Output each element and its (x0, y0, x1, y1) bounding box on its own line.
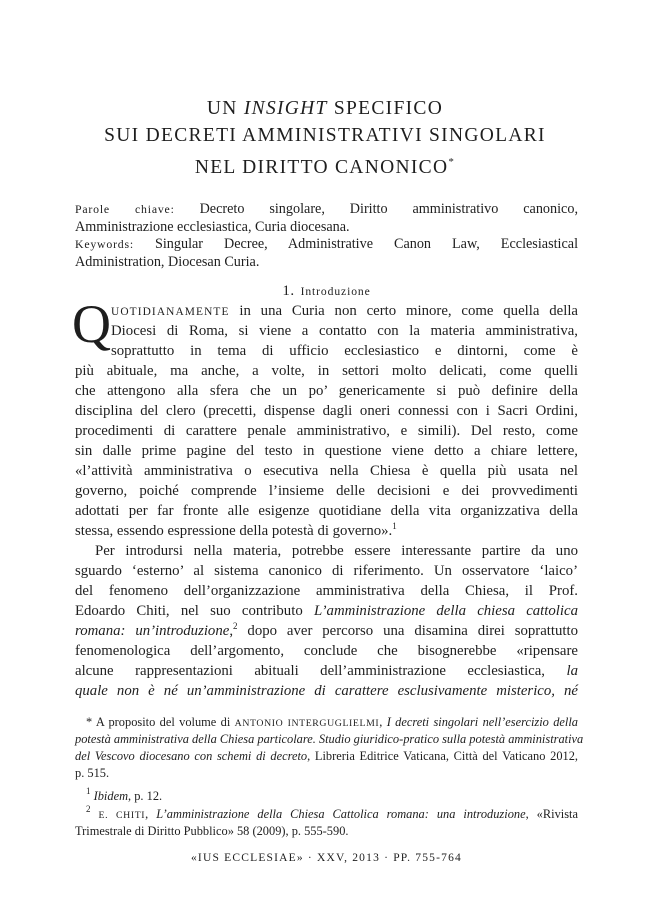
keywords-italian-label: Parole chiave: (75, 202, 175, 216)
footnote-2-mark: 2 (86, 804, 91, 814)
title-line-2: SUI DECRETI AMMINISTRATIVI SINGOLARI (104, 125, 546, 146)
drop-cap: Q (72, 294, 111, 354)
keywords-italian: Parole chiave: Decreto singolare, Diritto amministrativo canonico, Amministrazione ecclesiastica, Curia diocesana. (75, 201, 578, 235)
section-heading: 1. Introduzione (282, 283, 371, 299)
footnote-ref-2[interactable]: 2 (233, 621, 238, 631)
keywords-english: Keywords: Singular Decree, Administrative Canon Law, Ecclesiastical Administration, Diocesan Curia. (75, 236, 579, 270)
keywords-english-label: Keywords: (75, 237, 134, 251)
journal-page: UN INSIGHT SPECIFICO SUI DECRETI AMMINISTRATIVI SINGOLARI NEL DIRITTO CANONICO* Parole chiave: Decreto singolare, Diritto amministrativo canonico, Amministrazione ecclesiastica, Curia diocesana. Keywords: Singular Decree, Administrative Canon Law, Ecclesiastical Administration, Diocesan Curia. 1. Introduzione Q UOTIDIANAMENTE in una Curia non certo minore, come quella della Diocesi di Roma, si viene a contatto con la materia amministrativa, soprattutto in tema di ufficio ecclesiastico e dintorni, come è più abituale, ma anche, a volte, in settori molto delicati, come quelli che attengono alla sfera che un po’ genericamente si può definire della disciplina del clero (precetti, dispense dagli oneri connessi con i Sacri Ordini, procedimenti di carattere penale amministrativo, e simili). Del resto, come sin dalle prime pagine del testo in questione viene detto a chiare lettere, «l’attività amministrativa o esecutiva nella Chiesa è quella più usata nel governo, poiché comprende l’insieme delle decisioni e dei provvedimenti adottati per far fronte alle esigenze quotidiane della vita organizzativa della stessa, essendo espressione della potestà di governo».$^1$ Per introdursi nella materia, potrebbe essere interessante partire da uno sguardo ‘esterno’ al sistema canonico di riferimento. Un osservatore ‘laico’ del fenomeno dell’organizzazione amministrativa della Chiesa, il Prof. Edoardo Chiti, nel suo contributo L’amministrazione della chiesa cattolica romana: un’introduzione,$^2$ dopo aver percorso una disamina direi soprattutto fenomenologica dell’argomento, conclude che bisognerebbe «ripensare alcune rappresentazioni abituali dell’amministrazione ecclesiastica, la quale non è né un’amministrazione di carattere esclusivamente misterico, né * A proposito del volume di ANTONIO INTERGUGLIELMI, I decreti singolari nell’esercizio della potestà amministrativa della Chiesa particolare. Studio giuridico-pratico sulla potestà amministrativa del Vescovo diocesano con schemi di decreto, Libreria Editrice Vaticana, Città del Vaticano 2012, p. 515. $^1$ Ibidem, p. 12. «IUS ECCLESIAE» · XXV, 2013 · PP. 755-764 (0, 0, 650, 921)
title-line-1: UN INSIGHT SPECIFICO (206, 98, 444, 119)
footnote-star-mark: * (86, 715, 93, 729)
journal-footer: «IUS ECCLESIAE» · XXV, 2013 · PP. 755-764 (190, 852, 462, 864)
title-note-mark: * (448, 156, 456, 168)
title-line-3: NEL DIRITTO CANONICO* (194, 156, 456, 178)
footnote-ref-1[interactable]: 1 (392, 521, 397, 531)
article-title (60, 95, 590, 181)
footnote-1-mark: 1 (86, 786, 91, 796)
